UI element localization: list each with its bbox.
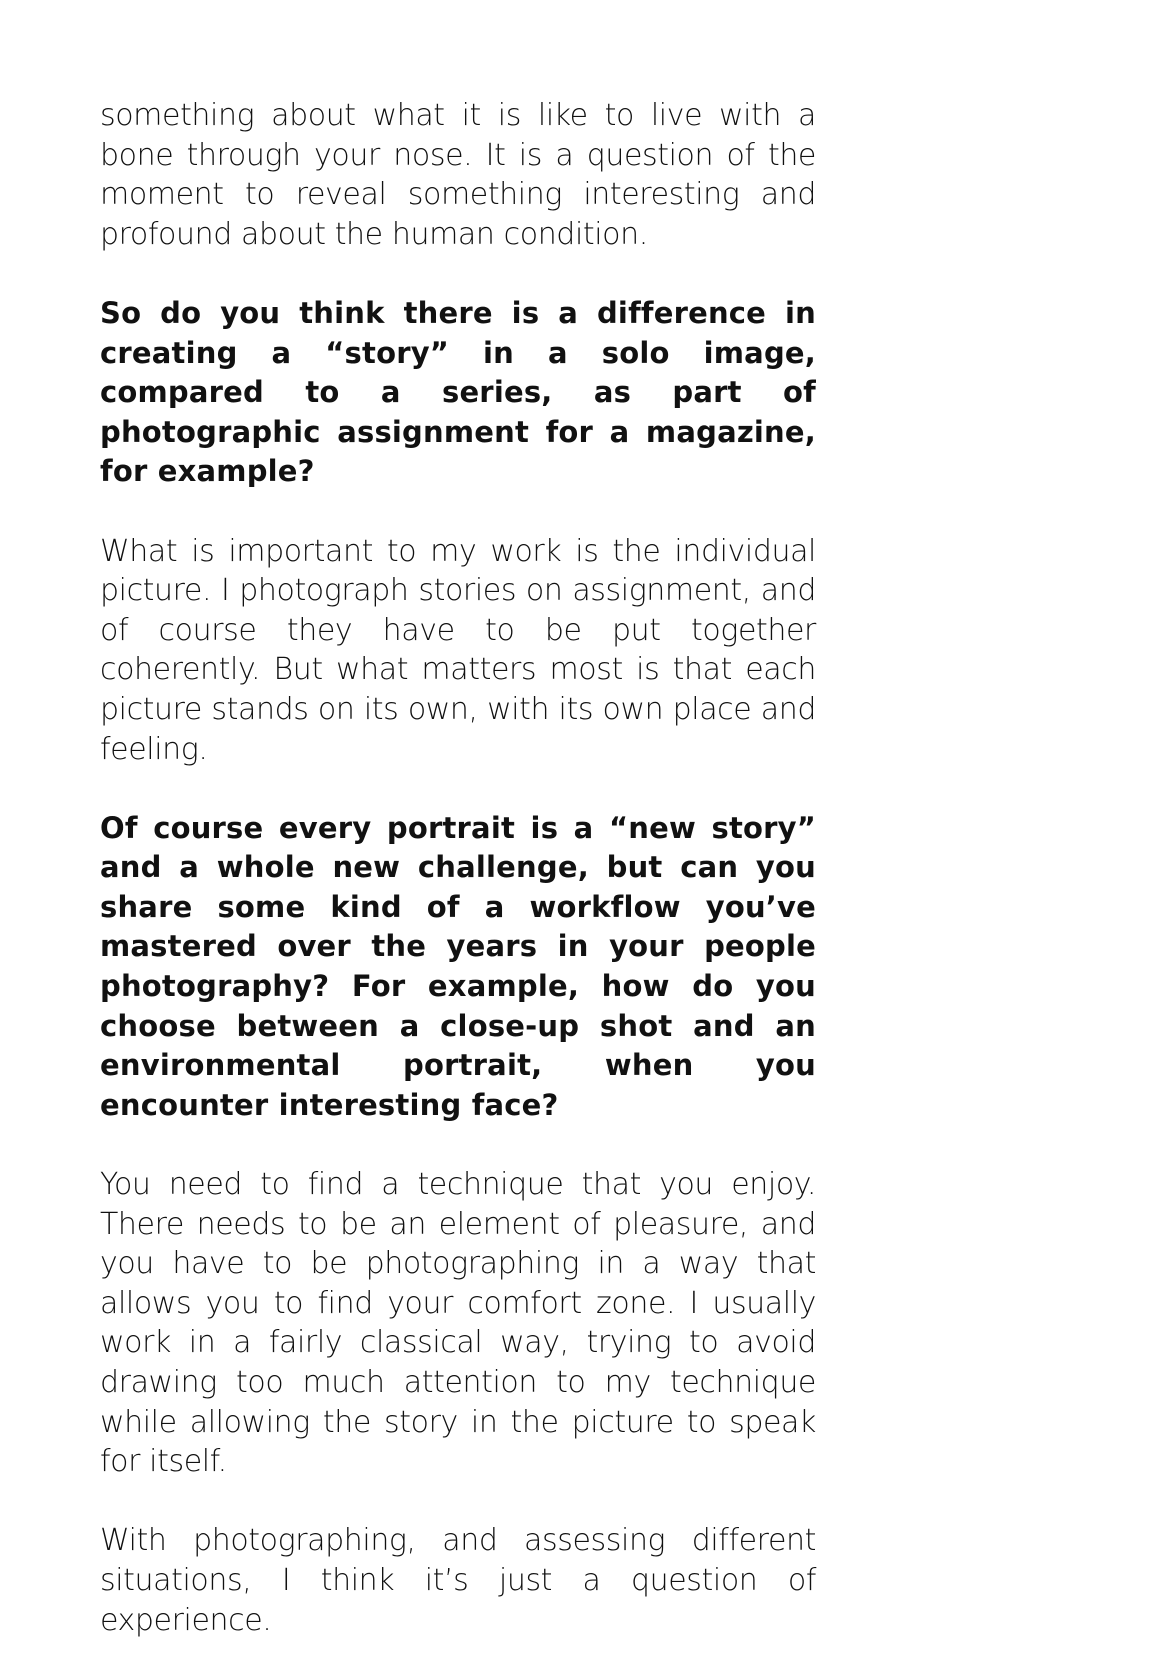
interview-question: Of course every portrait is a “new story” and a whole new challenge, but can you share some kind of a workflow you’ve mastered over the years in your people photography? For example, how do you choose between a close-up shot and an environmental portrait, when you encounter interesting face? xyxy=(100,810,816,1122)
document-page xyxy=(100,96,816,1640)
answer-paragraph: something about what it is like to live with a bone through your nose. It is a question of the moment to reveal something interesting and profound about the human condition. xyxy=(100,98,816,252)
answer-paragraph: You need to find a technique that you enjoy. There needs to be an element of pleasure, and you have to be photographing in a way that allows you to find your comfort zone. I usually work in a fairly classical way, trying to avoid drawing too much attention to my technique while allowing the story in the picture to speak for itself. xyxy=(100,1167,816,1480)
answer-paragraph: What is important to my work is the individual picture. I photograph stories on assignment, and of course they have to be put together coherently. But what matters most is that each picture stands on its own, with its own place and feeling. xyxy=(100,533,816,767)
answer-paragraph: With photographing, and assessing different situations, I think it’s just a question of experience. xyxy=(100,1523,816,1638)
interview-question: So do you think there is a difference in creating a “story” in a solo image, compared to a series, as part of photographic assignment for a magazine, for example? xyxy=(100,295,816,489)
